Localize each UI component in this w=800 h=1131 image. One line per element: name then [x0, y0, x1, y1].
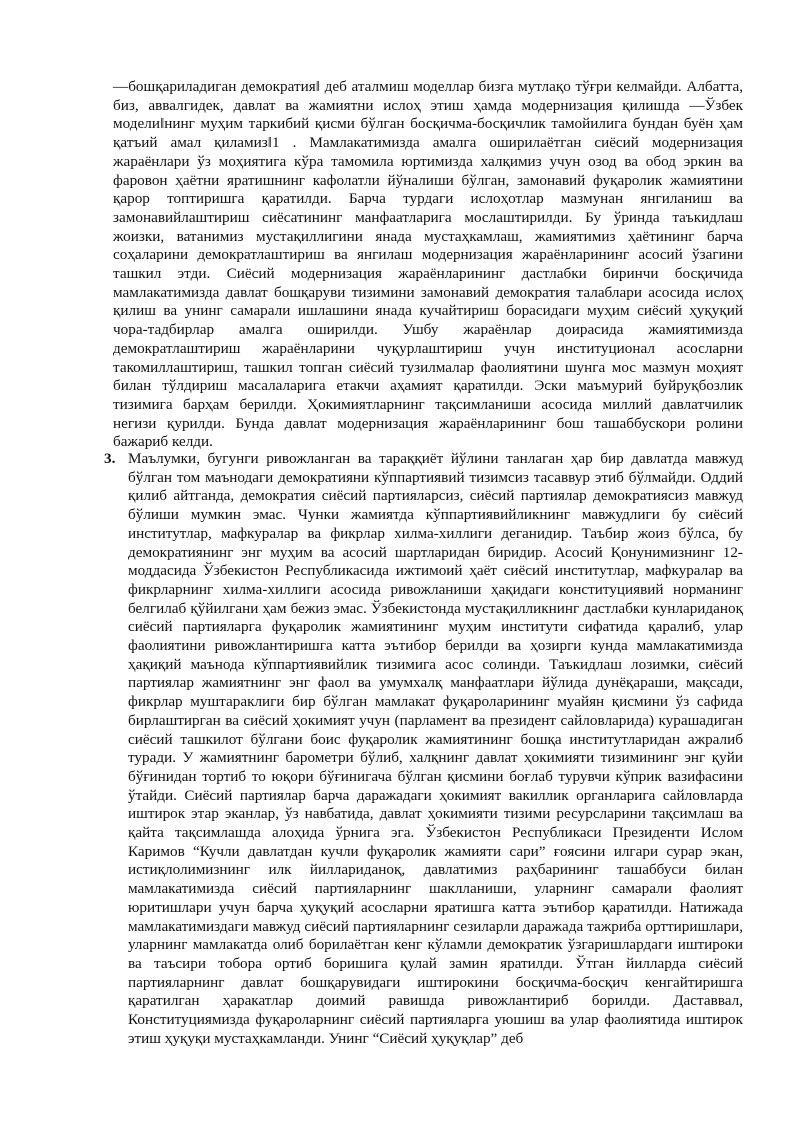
paragraph-continued: —бошқариладиган демократия‖ деб аталмиш моделлар бизга мутлақо тўғри келмайди. Албатта, биз, аввалгидек, давлат ва жамиятни ислоҳ этиш ҳамда модернизация қилишда —Ўзбек модели‖нинг муҳим таркибий қисми бўлган босқичма-босқичлик тамойилига бундан буён ҳам қатъий амал қиламиз‖1 . Мамлакатимизда амалга оширилаётган сиёсий модернизация жараёнлари ўз моҳиятига кўра тамомила юртимизда халқимиз учун озод ва обод эркин ва фаровон ҳаётни яратишнинг кафолатли йўналиши бўлган, замонавий фуқаролик жамиятини қарор топтиришга қаратилди. Барча турдаги ислоҳотлар мазмунан янгиланиш ва замонавийлаштириш сиёсатининг манфаатларига мослаштирилди. Бу ўринда таъкидлаш жоизки, ватанимиз мустақиллигини янада мустаҳкамлаш, жамиятимиз ҳаётининг барча соҳаларини демократлаштириш ва янгилаш модернизация жараёнларининг асосий ўзагини ташкил этди. Сиёсий модернизация жараёнларининг дастлабки биринчи босқичида мамлакатимизда давлат бошқаруви тизимини замонавий демократия талаблари асосида ислоҳ қилиш ва унинг самарали ишлашини янада кучайтириш борасидаги муҳим сиёсий ҳуқуқий чора-тадбирлар амалга оширилди. Ушбу жараёнлар доирасида жамиятимизда демократлаштириш жараёнларини чуқурлаштириш учун институционал асосларни такомиллаштириш, ташкил топган сиёсий тузилмалар фаолиятини шунга мос мазмун моҳият билан тўлдириш масалаларига етакчи аҳамият қаратилди. Эски маъмурий буйруқбозлик тизимига барҳам берилди. Ҳокимиятларнинг тақсимланиши асосида миллий давлатчилик негизи қурилди. Бунда давлат модернизация жараёнларининг бош ташаббускори ролини бажариб келди. — [113, 78, 743, 451]
list-item-number: 3. — [104, 450, 116, 467]
list-item-text: Маълумки, бугунги ривожланган ва тараққиёт йўлини танлаган ҳар бир давлатда мавжуд бўлган том маънодаги демократияни кўппартиявий тизимсиз тасаввур этиб бўлмайди. Оддий қилиб айтганда, демократия сиёсий партияларсиз, сиёсий партиялар демократиясиз мавжуд бўлиши мумкин эмас. Чунки жамиятда кўппартиявийликнинг мавжудлиги бу сиёсий институтлар, мафкуралар ва фикрлар хилма-хиллиги деганидир. Таъбир жоиз бўлса, бу демократиянинг энг муҳим ва асосий шартларидан биридир. Асосий Қонунимизнинг 12-моддасида Ўзбекистон Республикасида ижтимоий ҳаёт сиёсий институтлар, мафкуралар ва фикрларнинг хилма-хиллиги асосида ривожланиши ҳақидаги конституциявий норманинг белгилаб қўйилгани ҳам бежиз эмас. Ўзбекистонда мустақилликнинг дастлабки кунлариданоқ сиёсий партияларга фуқаролик жамиятининг муҳим институти сифатида қаралиб, улар фаолиятини ривожлантиришга катта эътибор берилди ва ҳозирги кунда мамлакатимизда ҳақиқий маънода кўппартиявийлик тизимига асос солинди. Таъкидлаш лозимки, сиёсий партиялар жамиятнинг энг фаол ва умумхалқ манфаатлари йўлида дунёқараши, мақсади, фикрлар муштараклиги бир бўлган мамлакат фуқароларининг муайян қисмини ўз сафида бирлаштирган ва сиёсий ҳокимият учун (парламент ва президент сайловларида) курашадиган сиёсий ташкилот бўлгани боис фуқаролик жамиятининг бошқа институтларидан ажралиб туради. У жамиятнинг барометри бўлиб, халқнинг давлат ҳокимияти тизимининг энг қуйи бўғинидан тортиб то юқори бўғинигача бўлган қисмини боғлаб турувчи кўприк вазифасини ўтайди. Сиёсий партиялар барча даражадаги ҳокимият вакиллик органларига сайловларда иштирок этар эканлар, ўз навбатида, давлат ҳокимияти тизими ресурсларини тақсимлаш ва қайта тақсимлашда алоҳида ўрнига эга. Ўзбекистон Республикаси Президенти Ислом Каримов “Кучли давлатдан кучли фуқаролик жамияти сари” ғоясини илгари сурар экан, истиқлолимизнинг илк йиллариданоқ, давлатимиз раҳбарининг ташаббуси билан мамлакатимизда сиёсий партияларнинг шаклланиши, уларнинг самарали фаолият юритишлари учун барча ҳуқуқий асосларни яратишга катта эътибор қаратилди. Натижада мамлакатимиздаги мавжуд сиёсий партияларнинг сезиларли даражада тажриба орттиришлари, уларнинг мамлакатда олиб борилаётган кенг кўламли демократик ўзгаришлардаги иштироки ва таъсири тобора ортиб боришига қулай замин яратилди. Ўтган йилларда сиёсий партияларнинг давлат бошқарувидаги иштирокини босқичма-босқич кенгайтиришга қаратилган ҳаракатлар доимий равишда ривожлантириб борилди. Даставвал, Конституциямизда фуқароларнинг сиёсий партияларга уюшиш ва улар фаолиятида иштирок этиш ҳуқуқи мустаҳкамланди. Унинг “Сиёсий ҳуқуқлар” деб — [128, 450, 743, 1047]
